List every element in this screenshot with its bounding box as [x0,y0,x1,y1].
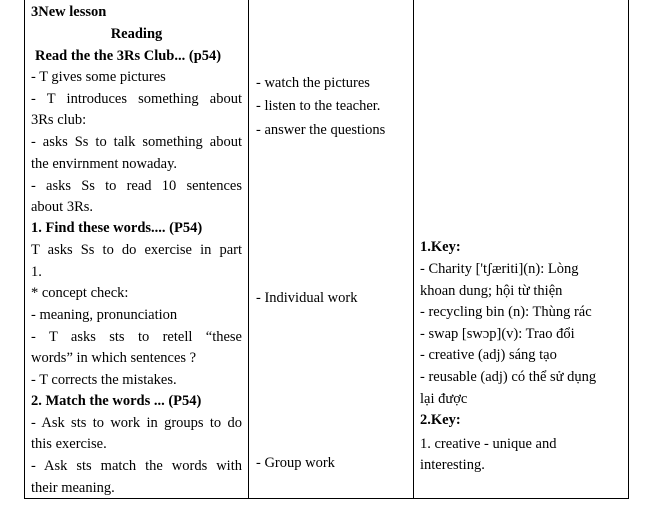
activity-line: * concept check: [31,285,129,301]
column-divider-2 [413,0,414,498]
student-activity: - watch the pictures [256,75,370,91]
student-activity: - Individual work [256,290,358,306]
key-item: interesting. [420,457,485,473]
column-divider-1 [248,0,249,498]
activity-line: 1. [31,264,42,280]
key-item: lại được [420,391,468,407]
activity-line: about 3Rs. [31,199,94,215]
reading-subtitle: Read the the 3Rs Club... (p54) [35,48,222,64]
section-heading: 3New lesson [31,4,107,20]
activity-line: - Ask sts to work in groups to do [31,415,242,431]
activity-line: - asks Ss to read 10 sentences [31,178,242,194]
activity-line: - meaning, pronunciation [31,307,178,323]
key-item: khoan dung; hội từ thiện [420,283,563,299]
activity-line: words” in which sentences ? [31,350,197,366]
lesson-table [24,0,629,499]
key-item: - Charity ['tʃæriti](n): Lòng [420,261,579,277]
key-2-title: 2.Key: [420,412,461,428]
activity-line: - T introduces something about [31,91,242,107]
activity-line: this exercise. [31,436,107,452]
reading-title: Reading [110,26,163,42]
activity-line: - T corrects the mistakes. [31,372,177,388]
activity-line: T asks Ss to do exercise in part [31,242,242,258]
activity-line: their meaning. [31,480,115,496]
activity-line: 3Rs club: [31,112,87,128]
match-words-title: 2. Match the words ... (P54) [31,393,202,409]
student-activity: - Group work [256,455,335,471]
key-item: - reusable (adj) có thể sử dụng [420,369,597,385]
key-item: 1. creative - unique and [420,436,557,452]
activity-line: - T gives some pictures [31,69,166,85]
activity-line: - Ask sts match the words with [31,458,242,474]
find-words-title: 1. Find these words.... (P54) [31,220,203,236]
key-item: - swap [swɔp](v): Trao đổi [420,326,575,342]
activity-line: the envirnment nowaday. [31,156,178,172]
activity-line: - T asks sts to retell “these [31,329,242,345]
student-activity: - answer the questions [256,122,386,138]
activity-line: - asks Ss to talk something about [31,134,242,150]
key-1-title: 1.Key: [420,239,461,255]
student-activity: - listen to the teacher. [256,98,381,114]
key-item: - recycling bin (n): Thùng rác [420,304,592,320]
key-item: - creative (adj) sáng tạo [420,347,557,363]
